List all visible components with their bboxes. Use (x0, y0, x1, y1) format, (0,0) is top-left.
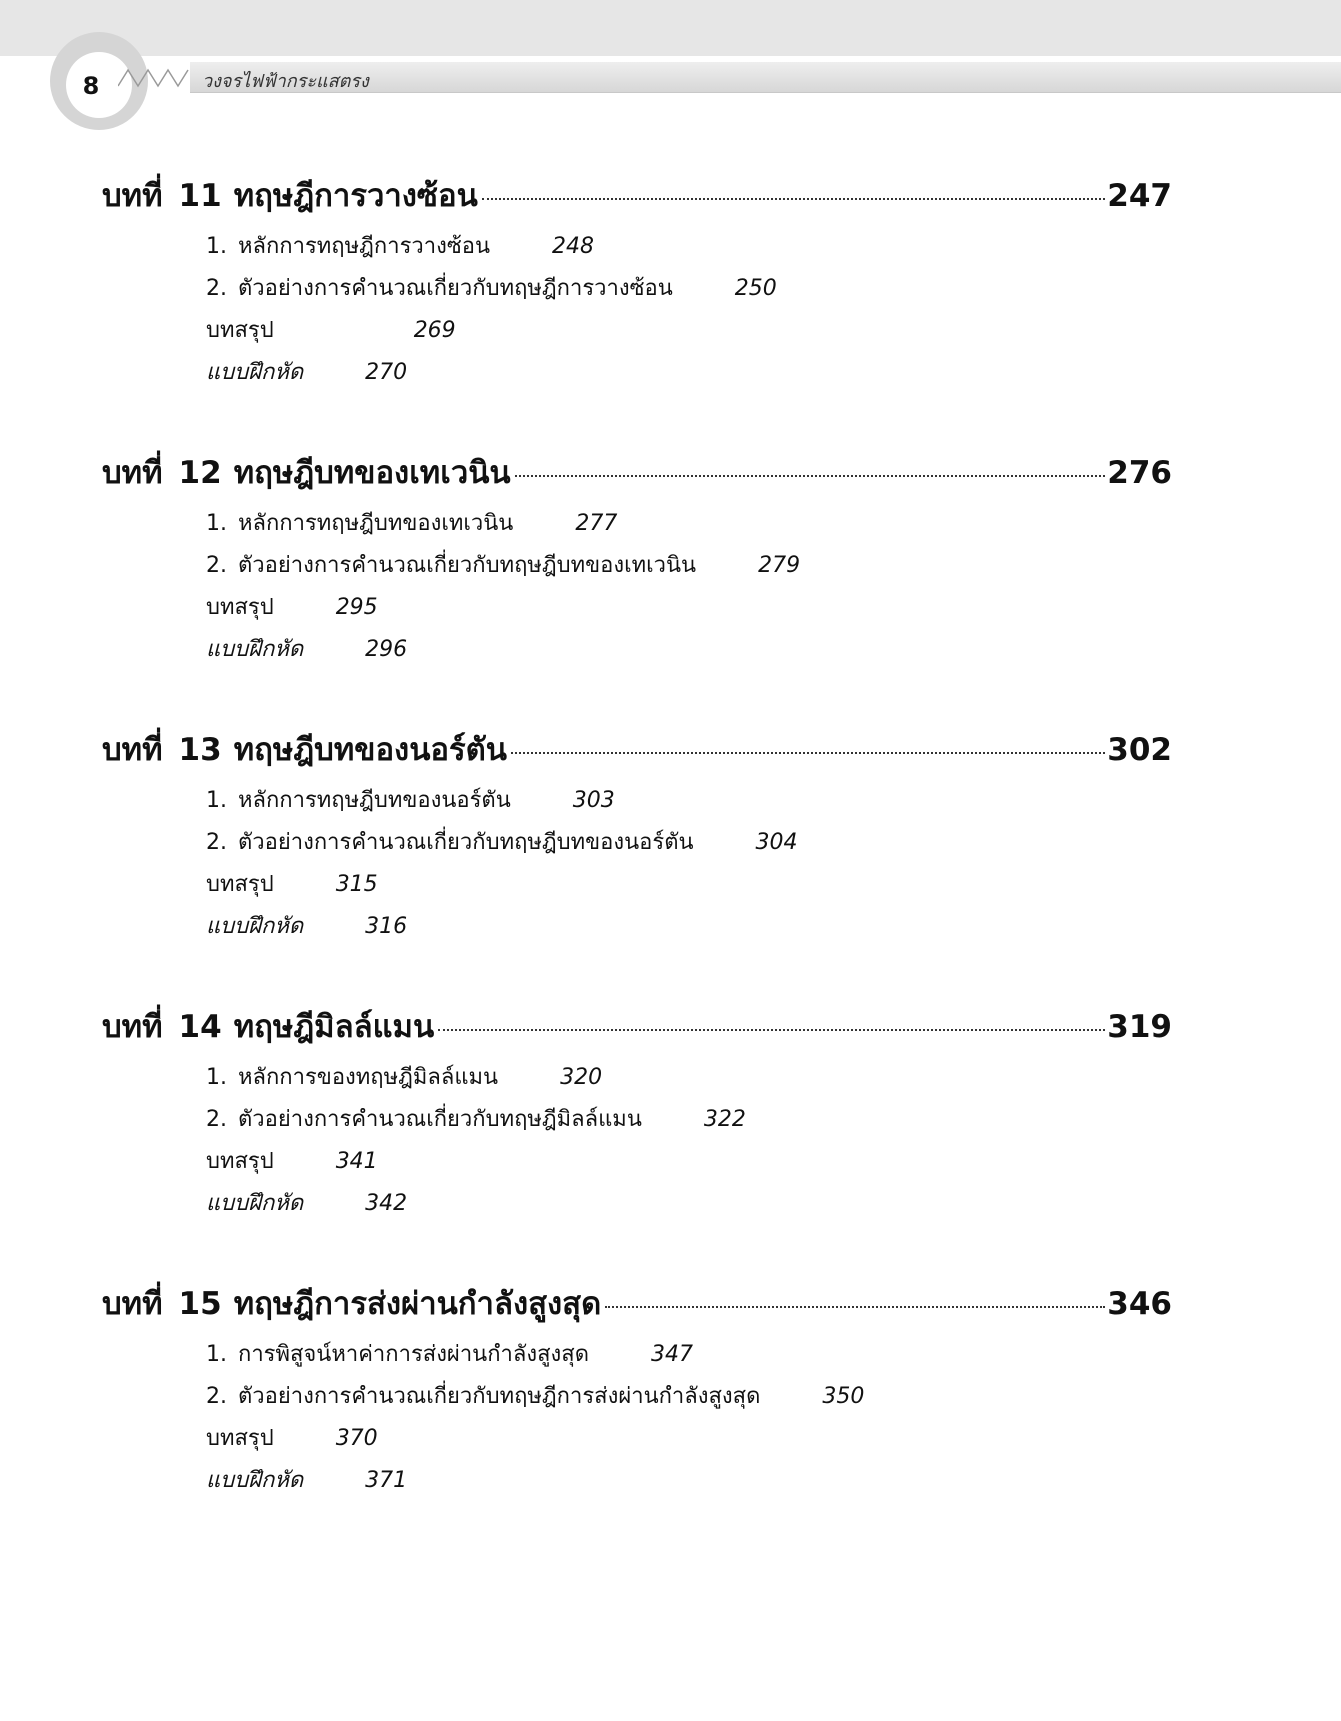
exercise-page: 371 (365, 1468, 408, 1493)
dot-leader (482, 198, 1106, 200)
chapter-label: บทที่ (102, 178, 163, 214)
summary-entry (206, 864, 1172, 906)
section-index: 2. (206, 276, 227, 301)
chapter-number: 14 (178, 1009, 222, 1045)
section-page: 250 (734, 276, 777, 301)
exercise-label: แบบฝึกหัด (206, 1191, 304, 1216)
section-index: 2. (206, 1107, 227, 1132)
running-title: วงจรไฟฟ้ากระแสตรง (202, 71, 369, 92)
chapter-heading (102, 1278, 1172, 1322)
chapter-heading (102, 724, 1172, 768)
section-entry (206, 1099, 1172, 1141)
section-entry (206, 1057, 1172, 1099)
summary-label: บทสรุป (206, 318, 274, 343)
section-index: 1. (206, 511, 227, 536)
chapter-title (102, 447, 511, 497)
section-label: หลักการทฤษฎีบทของนอร์ตัน (238, 788, 511, 813)
section-entry (206, 1334, 1172, 1376)
chapter-label: บทที่ (102, 732, 163, 768)
chapter-heading (102, 170, 1172, 214)
section-label: ตัวอย่างการคำนวณเกี่ยวกับทฤษฎีบทของเทเวนิน (238, 553, 697, 578)
chapter-13 (102, 724, 1172, 948)
exercise-entry (206, 1183, 1172, 1225)
top-band (0, 0, 1341, 56)
section-entry (206, 268, 1172, 310)
exercise-entry (206, 1460, 1172, 1502)
section-page: 320 (560, 1065, 603, 1090)
summary-page: 295 (335, 595, 378, 620)
exercise-label: แบบฝึกหัด (206, 360, 304, 385)
dot-leader (605, 1306, 1105, 1308)
chapter-title-text: ทฤษฎีบทของนอร์ตัน (233, 732, 507, 768)
chapter-page: 247 (1107, 178, 1172, 214)
chapter-title-text: ทฤษฎีมิลล์แมน (233, 1009, 435, 1045)
chapter-page: 346 (1107, 1286, 1172, 1322)
chapter-12 (102, 447, 1172, 671)
section-list (102, 780, 1172, 948)
chapter-title (102, 1001, 434, 1051)
section-page: 350 (822, 1384, 865, 1409)
section-page: 277 (575, 511, 618, 536)
chapter-number: 13 (178, 732, 222, 768)
chapter-heading (102, 447, 1172, 491)
chapter-heading (102, 1001, 1172, 1045)
summary-entry (206, 1418, 1172, 1460)
zigzag-ornament-icon (118, 64, 190, 88)
chapter-14 (102, 1001, 1172, 1225)
section-page: 322 (703, 1107, 746, 1132)
section-page: 248 (552, 234, 595, 259)
section-page: 303 (572, 788, 615, 813)
section-entry (206, 545, 1172, 587)
section-index: 2. (206, 1384, 227, 1409)
chapter-11 (102, 170, 1172, 394)
exercise-entry (206, 352, 1172, 394)
section-page: 347 (651, 1342, 694, 1367)
section-list (102, 1057, 1172, 1225)
section-label: การพิสูจน์หาค่าการส่งผ่านกำลังสูงสุด (238, 1342, 590, 1367)
dot-leader (511, 752, 1105, 754)
chapter-title (102, 724, 507, 774)
chapter-title-text: ทฤษฎีบทของเทเวนิน (233, 455, 511, 491)
section-list (102, 226, 1172, 394)
exercise-label: แบบฝึกหัด (206, 914, 304, 939)
dot-leader (438, 1029, 1105, 1031)
exercise-entry (206, 629, 1172, 671)
summary-label: บทสรุป (206, 1149, 274, 1174)
section-index: 2. (206, 830, 227, 855)
chapter-page: 302 (1107, 732, 1172, 768)
exercise-page: 342 (365, 1191, 408, 1216)
section-entry (206, 226, 1172, 268)
summary-page: 341 (335, 1149, 378, 1174)
section-list (102, 1334, 1172, 1502)
summary-page: 269 (413, 318, 456, 343)
page-number: 8 (82, 72, 100, 100)
chapter-label: บทที่ (102, 455, 163, 491)
section-index: 2. (206, 553, 227, 578)
chapter-number: 15 (178, 1286, 222, 1322)
chapter-label: บทที่ (102, 1009, 163, 1045)
chapter-title-text: ทฤษฎีการวางซ้อน (233, 178, 478, 214)
section-entry (206, 1376, 1172, 1418)
summary-page: 315 (335, 872, 378, 897)
chapter-title (102, 1278, 601, 1328)
summary-entry (206, 310, 1172, 352)
section-label: หลักการทฤษฎีการวางซ้อน (238, 234, 491, 259)
section-entry (206, 780, 1172, 822)
dot-leader (515, 475, 1106, 477)
exercise-page: 316 (365, 914, 408, 939)
exercise-entry (206, 906, 1172, 948)
section-entry (206, 503, 1172, 545)
chapter-page: 276 (1107, 455, 1172, 491)
exercise-page: 270 (365, 360, 408, 385)
chapter-label: บทที่ (102, 1286, 163, 1322)
chapter-title-text: ทฤษฎีการส่งผ่านกำลังสูงสุด (233, 1286, 602, 1322)
section-entry (206, 822, 1172, 864)
section-label: ตัวอย่างการคำนวณเกี่ยวกับทฤษฎีการวางซ้อน (238, 276, 673, 301)
chapter-number: 11 (178, 178, 222, 214)
section-list (102, 503, 1172, 671)
chapter-title (102, 170, 478, 220)
section-index: 1. (206, 1342, 227, 1367)
section-label: ตัวอย่างการคำนวณเกี่ยวกับทฤษฎีการส่งผ่านกำลังสูงสุด (238, 1384, 761, 1409)
summary-label: บทสรุป (206, 872, 274, 897)
summary-label: บทสรุป (206, 595, 274, 620)
section-label: ตัวอย่างการคำนวณเกี่ยวกับทฤษฎีมิลล์แมน (238, 1107, 642, 1132)
summary-entry (206, 587, 1172, 629)
section-page: 279 (758, 553, 801, 578)
chapter-15 (102, 1278, 1172, 1502)
section-page: 304 (755, 830, 798, 855)
section-index: 1. (206, 234, 227, 259)
summary-page: 370 (335, 1426, 378, 1451)
section-label: หลักการของทฤษฎีมิลล์แมน (238, 1065, 499, 1090)
section-label: ตัวอย่างการคำนวณเกี่ยวกับทฤษฎีบทของนอร์ตัน (238, 830, 694, 855)
summary-entry (206, 1141, 1172, 1183)
section-index: 1. (206, 788, 227, 813)
chapter-number: 12 (178, 455, 222, 491)
section-label: หลักการทฤษฎีบทของเทเวนิน (238, 511, 514, 536)
exercise-label: แบบฝึกหัด (206, 1468, 304, 1493)
chapter-page: 319 (1107, 1009, 1172, 1045)
exercise-page: 296 (365, 637, 408, 662)
section-index: 1. (206, 1065, 227, 1090)
summary-label: บทสรุป (206, 1426, 274, 1451)
exercise-label: แบบฝึกหัด (206, 637, 304, 662)
